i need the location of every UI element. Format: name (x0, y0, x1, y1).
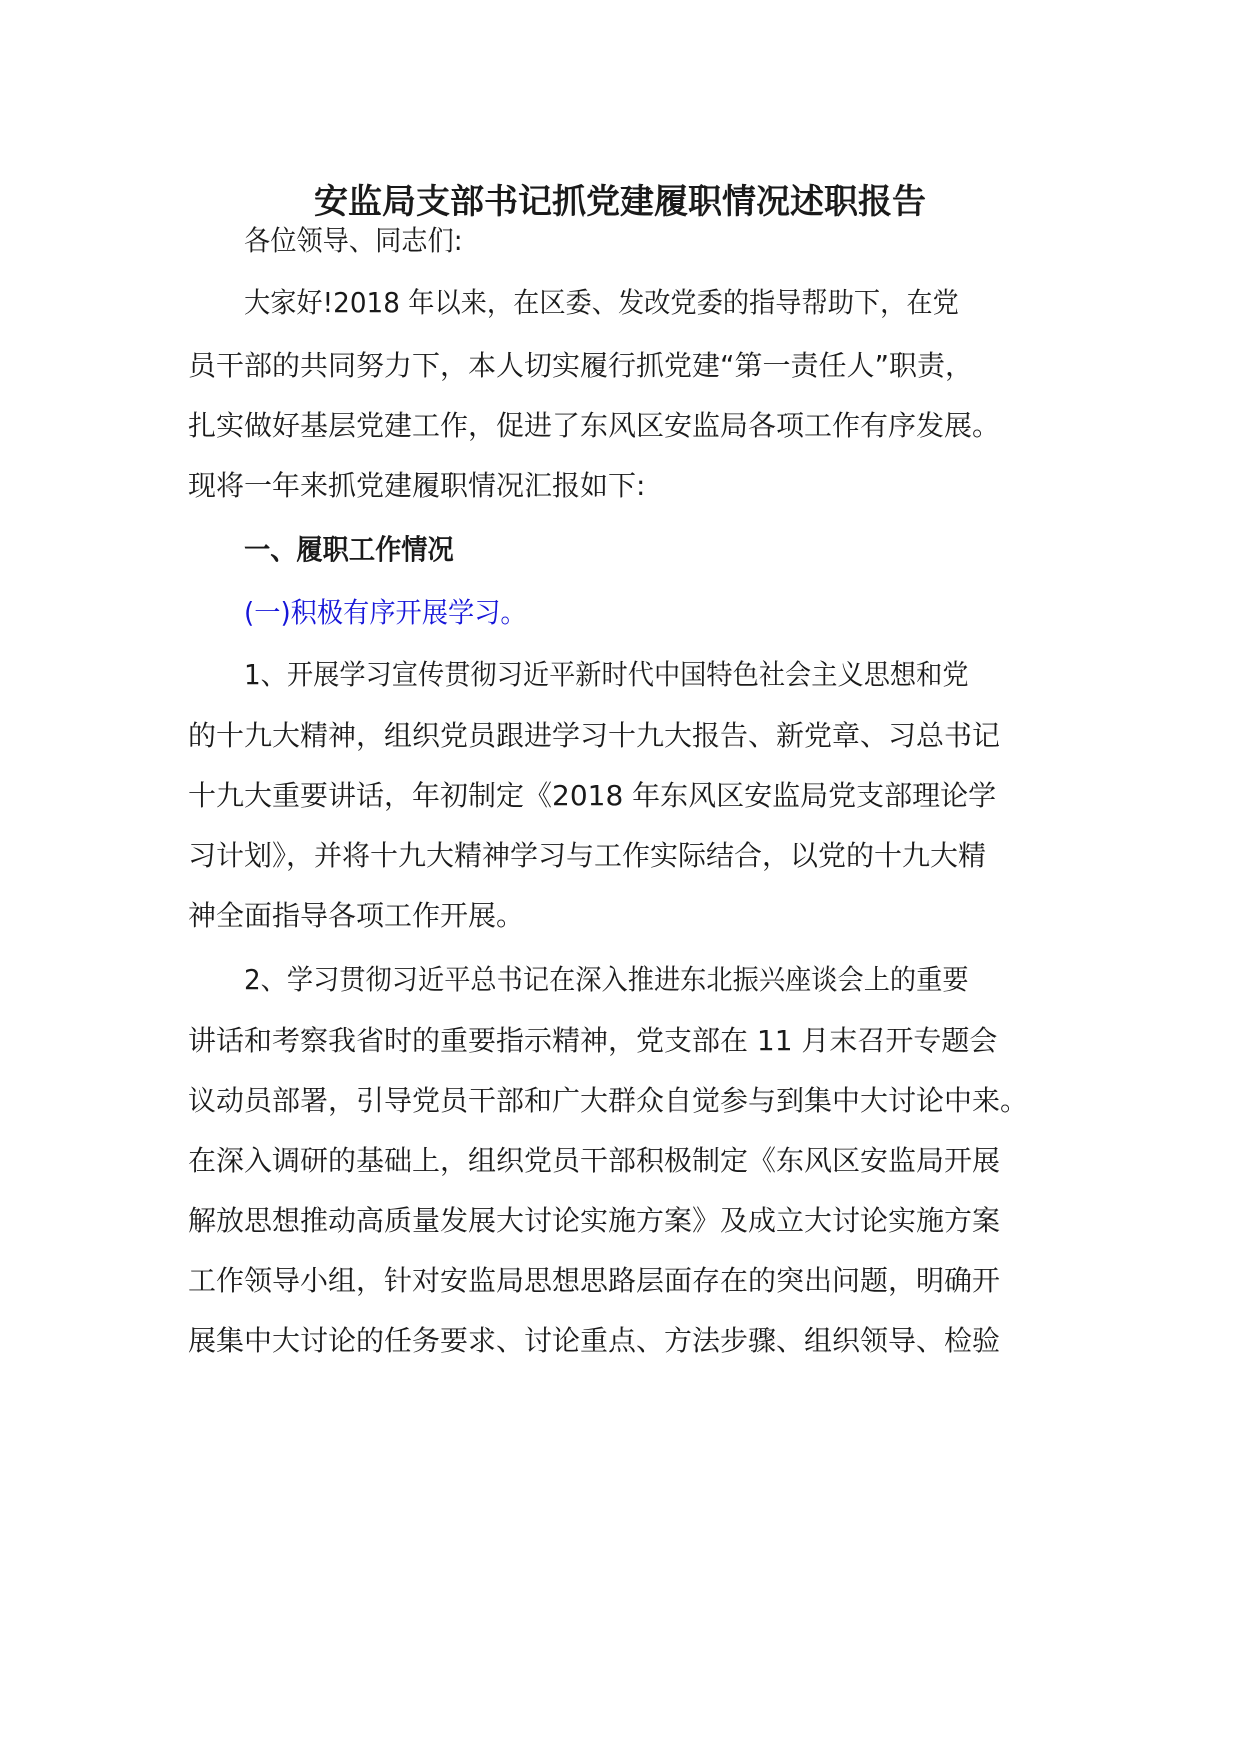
intro-line: 扎实做好基层党建工作，促进了东风区安监局各项工作有序发展。 (188, 409, 1001, 442)
section-heading: 一、履职工作情况 (244, 533, 454, 566)
subsection-heading: (一)积极有序开展学习。 (244, 596, 527, 629)
item1-line: 神全面指导各项工作开展。 (188, 899, 525, 932)
document-title: 安监局支部书记抓党建履职情况述职报告 (314, 182, 926, 222)
item2-line: 2、学习贯彻习近平总书记在深入推进东北振兴座谈会上的重要 (244, 963, 969, 996)
item2-line: 讲话和考察我省时的重要指示精神，党支部在 11 月末召开专题会 (188, 1024, 998, 1057)
item2-line: 议动员部署，引导党员干部和广大群众自觉参与到集中大讨论中来。 (188, 1084, 1029, 1117)
intro-line: 大家好!2018 年以来，在区委、发改党委的指导帮助下，在党 (244, 286, 959, 319)
intro-line: 员干部的共同努力下，本人切实履行抓党建“第一责任人”职责， (188, 349, 974, 382)
item1-line: 习计划》，并将十九大精神学习与工作实际结合，以党的十九大精 (188, 839, 987, 872)
intro-line: 现将一年来抓党建履职情况汇报如下: (188, 469, 646, 502)
item1-line: 十九大重要讲话，年初制定《2018 年东风区安监局党支部理论学 (188, 779, 997, 812)
item2-line: 在深入调研的基础上，组织党员干部积极制定《东风区安监局开展 (188, 1144, 1001, 1177)
item1-line: 的十九大精神，组织党员跟进学习十九大报告、新党章、习总书记 (188, 719, 1001, 752)
item1-line: 1、开展学习宣传贯彻习近平新时代中国特色社会主义思想和党 (244, 658, 969, 691)
item2-line: 展集中大讨论的任务要求、讨论重点、方法步骤、组织领导、检验 (188, 1324, 1001, 1357)
item2-line: 解放思想推动高质量发展大讨论实施方案》及成立大讨论实施方案 (188, 1204, 1001, 1237)
item2-line: 工作领导小组，针对安监局思想思路层面存在的突出问题，明确开 (188, 1264, 1001, 1297)
salutation: 各位领导、同志们: (244, 224, 463, 257)
